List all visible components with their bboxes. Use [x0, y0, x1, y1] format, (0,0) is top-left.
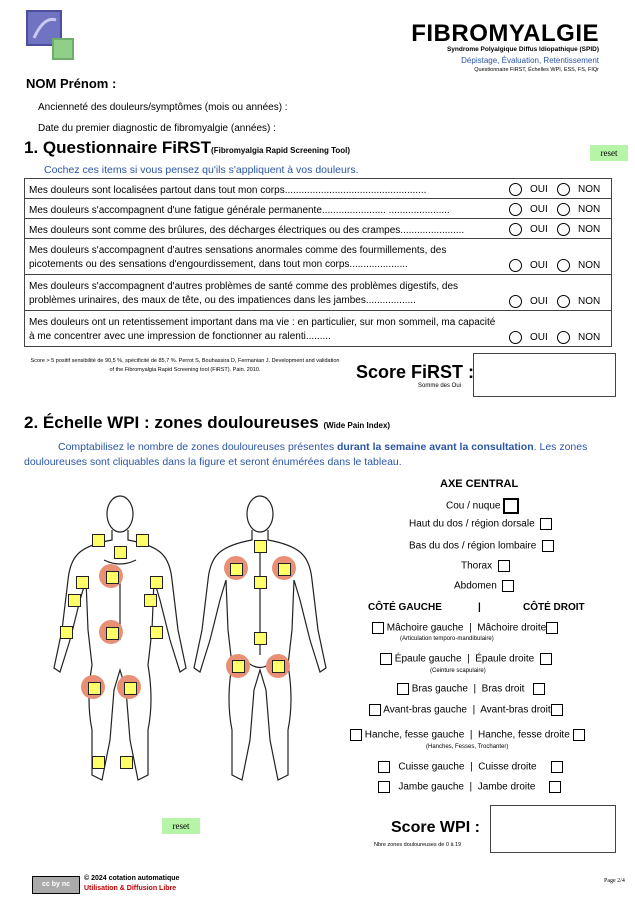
axis-item-lower-back[interactable]	[409, 540, 554, 552]
checkbox-icon[interactable]	[378, 761, 390, 773]
seniority-label: Ancienneté des douleurs/symptômes (mois ou années) :	[38, 102, 288, 113]
zone-neck-back[interactable]	[254, 540, 267, 553]
first-score-sub: Somme des Oui	[418, 383, 462, 389]
zone-hip-right[interactable]	[272, 660, 285, 673]
checkbox-icon[interactable]	[549, 781, 561, 793]
yes-label: OUI	[530, 184, 548, 196]
side-left-label: Avant-bras gauche	[383, 704, 467, 716]
checkbox-icon[interactable]	[372, 622, 384, 634]
wpi-instruction-a: Comptabilisez le nombre de zones douloureuses présentes	[58, 441, 337, 453]
side-note-jaw: (Articulation temporo-mandibulaire)	[400, 636, 494, 642]
side-sep: |	[469, 622, 472, 634]
zone-leg-right[interactable]	[92, 756, 105, 769]
side-sep: |	[469, 729, 473, 741]
zone-arm-left[interactable]	[144, 594, 157, 607]
no-label: NON	[578, 204, 601, 216]
zone-forearm-left[interactable]	[150, 626, 163, 639]
zone-forearm-right[interactable]	[60, 626, 73, 639]
questionnaire-list: Questionnaire FiRST, Échelles WPI, ESS, FS, FIQr	[474, 67, 599, 73]
right-side-title: CÔTÉ DROIT	[523, 602, 585, 613]
side-right-label: Épaule droite	[475, 653, 535, 665]
page-title: FIBROMYALGIE	[411, 20, 599, 47]
license-badge-text: cc by nc	[41, 881, 70, 888]
table-row	[25, 199, 612, 219]
side-right-label: Cuisse droite	[478, 761, 537, 773]
checkbox-icon[interactable]	[378, 781, 390, 793]
zone-hip-left[interactable]	[232, 660, 245, 673]
first-table	[24, 178, 612, 347]
footer-copyright: © 2024 cotation automatique	[84, 875, 180, 882]
page-subtitle: Syndrome Polyalgique Diffus Idiopathique (SPID)	[446, 46, 599, 53]
radio-icon[interactable]	[509, 203, 522, 216]
first-title-tag: (Fibromyalgia Rapid Screening Tool)	[211, 146, 351, 155]
side-sep: |	[467, 653, 470, 665]
name-label: NOM Prénom :	[26, 76, 117, 91]
zone-thorax[interactable]	[106, 571, 119, 584]
zone-arm-right[interactable]	[68, 594, 81, 607]
table-row	[25, 311, 612, 347]
first-item-4-no[interactable]	[553, 239, 612, 275]
first-reset-button[interactable]: reset	[590, 145, 628, 161]
diagnosis-label: Date du premier diagnostic de fibromyalgie (années) :	[38, 123, 276, 134]
side-sep: |	[470, 761, 473, 773]
yes-label: OUI	[530, 296, 548, 308]
first-item-2: Mes douleurs s'accompagnent d'une fatigue générale permanente....................... ......................	[25, 199, 506, 219]
checkbox-icon[interactable]	[540, 653, 552, 665]
first-instruction: Cochez ces items si vous pensez qu'ils s'appliquent à vos douleurs.	[44, 164, 359, 176]
first-item-5: Mes douleurs s'accompagnent d'autres problèmes de santé comme des problèmes digestifs, des problèmes urinaires, des maux de tête, ou des impatiences dans les jambes..................	[25, 275, 506, 311]
axis-item-label: Haut du dos / région dorsale	[409, 518, 535, 530]
checkbox-icon[interactable]	[369, 704, 381, 716]
first-item-3: Mes douleurs sont comme des brûlures, des décharges électriques ou des crampes.......................	[25, 219, 506, 239]
first-item-1-no[interactable]	[553, 179, 612, 199]
wpi-title-tag: (Wide Pain Index)	[323, 421, 391, 430]
license-badge-icon	[32, 876, 80, 894]
radio-icon[interactable]	[509, 183, 522, 196]
radio-icon[interactable]	[557, 259, 570, 272]
axis-item-label: Abdomen	[454, 580, 497, 592]
side-row-shoulder	[380, 653, 552, 665]
zone-thigh-right[interactable]	[88, 682, 101, 695]
radio-icon[interactable]	[557, 223, 570, 236]
yes-label: OUI	[530, 260, 548, 272]
checkbox-icon[interactable]	[551, 704, 563, 716]
no-label: NON	[578, 332, 601, 344]
no-label: NON	[578, 224, 601, 236]
first-item-2-yes[interactable]	[505, 199, 553, 219]
wpi-instruction-c: . Les zones douloureuses sont cliquables dans la figure et seront énumérées dans le tableau.	[24, 441, 588, 468]
radio-icon[interactable]	[509, 331, 522, 344]
axis-item-neck[interactable]	[446, 498, 519, 514]
radio-icon[interactable]	[557, 331, 570, 344]
first-item-3-no[interactable]	[553, 219, 612, 239]
wpi-score-box	[490, 805, 616, 853]
body-figure	[40, 490, 340, 790]
radio-icon[interactable]	[509, 259, 522, 272]
checkbox-icon[interactable]	[542, 540, 554, 552]
first-item-1-yes[interactable]	[505, 179, 553, 199]
side-left-label: Bras gauche	[411, 683, 468, 695]
side-left-label: Mâchoire gauche	[386, 622, 464, 634]
axis-item-upper-back[interactable]	[409, 518, 552, 530]
side-sep: |	[473, 683, 477, 695]
first-score-box	[473, 353, 616, 397]
checkbox-icon[interactable]	[546, 622, 558, 634]
first-item-5-yes[interactable]	[505, 275, 553, 311]
yes-label: OUI	[530, 332, 548, 344]
checkbox-icon[interactable]	[350, 729, 362, 741]
side-sep: |	[472, 704, 476, 716]
first-score-label: Score FiRST :	[356, 362, 475, 382]
wpi-reset-button[interactable]: reset	[162, 818, 200, 834]
side-row-forearm	[369, 704, 563, 716]
side-right-label: Avant-bras droit	[480, 704, 551, 716]
checkbox-icon[interactable]	[540, 518, 552, 530]
side-row-hip	[350, 729, 585, 741]
table-row	[25, 219, 612, 239]
wpi-instruction-b: durant la semaine avant la consultation	[337, 441, 534, 453]
side-row-thigh	[378, 761, 563, 773]
wpi-instruction	[24, 440, 614, 470]
first-item-1: Mes douleurs sont localisées partout dans tout mon corps...................................................	[25, 179, 506, 199]
side-right-label: Hanche, fesse droite	[478, 729, 570, 741]
radio-icon[interactable]	[557, 203, 570, 216]
checkbox-icon[interactable]	[380, 653, 392, 665]
side-left-label: Épaule gauche	[394, 653, 462, 665]
page-number: Page 2/4	[604, 878, 625, 884]
zone-jaw-left[interactable]	[136, 534, 149, 547]
first-item-2-no[interactable]	[553, 199, 612, 219]
axis-item-thorax[interactable]	[461, 560, 510, 572]
first-item-4: Mes douleurs s'accompagnent d'autres sensations anormales comme des fourmillements, des picotements ou des sensations d'engourdissement, dans tout mon corps.....................	[25, 239, 506, 275]
table-row	[25, 275, 612, 311]
checkbox-icon[interactable]	[533, 683, 545, 695]
side-right-label: Bras droit	[481, 683, 525, 695]
radio-icon[interactable]	[557, 295, 570, 308]
zone-jaw-right[interactable]	[92, 534, 105, 547]
checkbox-icon[interactable]	[502, 580, 514, 592]
checkbox-icon[interactable]	[551, 761, 563, 773]
yes-label: OUI	[530, 224, 548, 236]
table-row	[25, 239, 612, 275]
zone-abdomen[interactable]	[106, 627, 119, 640]
side-sep: |	[469, 781, 473, 793]
first-item-6-no[interactable]	[553, 311, 612, 347]
axis-item-label: Thorax	[461, 560, 493, 572]
first-section-title	[24, 138, 350, 158]
no-label: NON	[578, 184, 601, 196]
zone-shoulder-back-left[interactable]	[230, 563, 243, 576]
axis-item-abdomen[interactable]	[454, 580, 514, 592]
side-left-label: Jambe gauche	[398, 781, 464, 793]
checkbox-icon[interactable]	[573, 729, 585, 741]
first-footnote: Score > 5 positif sensibilité de 90,5 %, spécificité de 85,7 %. Perrot S, Bouhassira D, Fermanian J. Development and validation of the Fibromyalgia Rapid Screening tool (FiRST). Pain. 2010.	[30, 358, 340, 373]
yes-label: OUI	[530, 204, 548, 216]
radio-icon[interactable]	[509, 223, 522, 236]
left-side-title: CÔTÉ GAUCHE	[368, 602, 442, 613]
radio-icon[interactable]	[557, 183, 570, 196]
body-outline-icon	[40, 490, 340, 790]
side-left-label: Cuisse gauche	[398, 761, 465, 773]
wpi-section-title	[24, 413, 390, 433]
zone-shoulder-right[interactable]	[76, 576, 89, 589]
checkbox-icon[interactable]	[498, 560, 510, 572]
table-row	[25, 179, 612, 199]
axis-item-label: Cou / nuque	[446, 500, 501, 512]
no-label: NON	[578, 260, 601, 272]
zone-shoulder-back-right[interactable]	[278, 563, 291, 576]
side-note-hip: (Hanches, Fesses, Trochanter)	[426, 744, 509, 750]
side-left-label: Hanche, fesse gauche	[364, 729, 465, 741]
first-item-6-yes[interactable]	[505, 311, 553, 347]
side-right-label: Mâchoire droite	[477, 622, 547, 634]
zone-thigh-left[interactable]	[124, 682, 137, 695]
zone-leg-left[interactable]	[120, 756, 133, 769]
wpi-title-text: 2. Échelle WPI : zones douloureuses	[24, 413, 319, 432]
zone-lower-back[interactable]	[254, 632, 267, 645]
zone-neck-front[interactable]	[114, 546, 127, 559]
zone-upper-back[interactable]	[254, 576, 267, 589]
side-separator: |	[478, 602, 481, 613]
page-tagline: Dépistage, Évaluation, Retentissement	[461, 56, 599, 65]
footer-usage: Utilisation & Diffusion Libre	[84, 885, 177, 892]
first-item-4-yes[interactable]	[505, 239, 553, 275]
first-item-6: Mes douleurs ont un retentissement important dans ma vie : en particulier, sur mon sommeil, ma capacité à me concentrer avec une impression de fonctionner au ralenti.........	[25, 311, 506, 347]
side-right-label: Jambe droite	[477, 781, 536, 793]
radio-icon[interactable]	[509, 295, 522, 308]
logo-image	[26, 10, 76, 62]
no-label: NON	[578, 296, 601, 308]
wpi-score-label: Score WPI :	[391, 819, 480, 836]
wpi-score-sub: Nbre zones douloureuses de 0 à 19	[374, 842, 462, 848]
side-note-shoulder: (Ceinture scapulaire)	[430, 668, 486, 674]
checkbox-icon[interactable]	[503, 498, 519, 514]
first-item-5-no[interactable]	[553, 275, 612, 311]
zone-shoulder-left[interactable]	[150, 576, 163, 589]
axis-title: AXE CENTRAL	[440, 478, 519, 490]
side-row-arm	[397, 683, 545, 695]
side-row-jaw	[372, 622, 558, 634]
axis-item-label: Bas du dos / région lombaire	[409, 540, 537, 552]
first-title-text: 1. Questionnaire FiRST	[24, 138, 212, 157]
checkbox-icon[interactable]	[397, 683, 409, 695]
first-item-3-yes[interactable]	[505, 219, 553, 239]
side-row-leg	[378, 781, 561, 793]
